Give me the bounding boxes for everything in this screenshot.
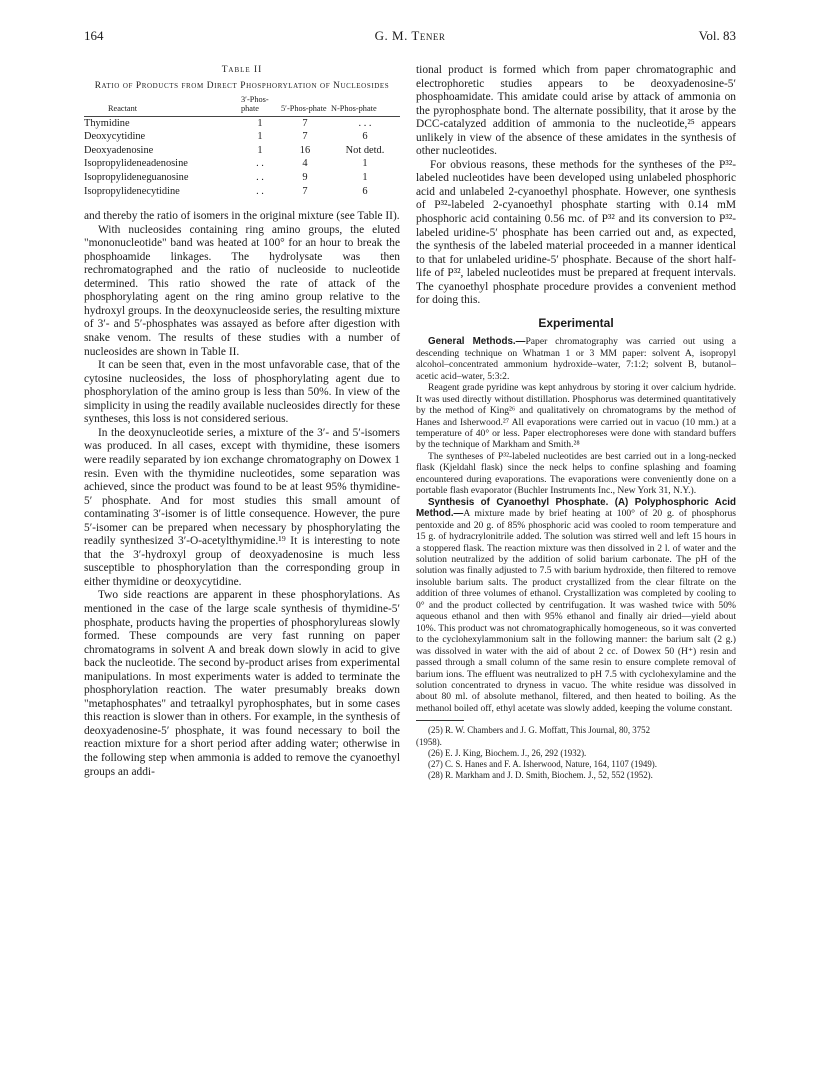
table-header-row — [84, 94, 400, 117]
table-row — [84, 171, 400, 185]
run-in-heading: General Methods.— — [428, 336, 526, 348]
table-cell: 1 — [362, 158, 368, 170]
table-cell: . . — [256, 185, 264, 197]
table-cell: 1 — [257, 131, 263, 143]
right-column — [416, 64, 736, 781]
body-paragraph: With nucleosides containing ring amino groups, the eluted "mononucleotide" band was heated at 100° for an hour to break the phosphoamide linkages. The hydrolysate was then rechromatographed and the ratio of nucleoside to nucleotide determined. This ratio showed the rate of attack of the phosphorylating agent on the ring amino group relative to the hydroxyl groups. In the deoxynucleoside series, the resulting mixture of 3′- and 5′-phosphates was assayed as before after digestion with snake venom. The results of these studies with a number of nucleosides are shown in Table II. — [84, 223, 400, 358]
body-paragraph: and thereby the ratio of isomers in the original mixture (see Table II). — [84, 210, 400, 223]
body-paragraph: For obvious reasons, these methods for the syntheses of the P³²-labeled nucleotides have been developed using unlabeled phosphoric acid and unlabeled 2-cyanoethyl phosphate. However, one synthesis of P³²-labeled 2-cyanoethyl phosphate starting with 0.14 mM phosphoric acid containing 0.56 mc. of P³² and its conversion to P³²-labeled uridine-5′ phosphate has been carried out and, as expected, the synthesis of the labeled material proceeded in a manner identical to that for unlabeled uridine-5′ phosphate. Because of the short half-life of P³², labeled nucleotides must be prepared at frequent intervals. The cyanoethyl phosphate procedure provides a convenient method for doing this. — [416, 158, 736, 307]
table-cell: Deoxycytidine — [84, 131, 146, 143]
table-cell: 16 — [299, 144, 311, 156]
running-header — [84, 28, 736, 46]
column-header: 3′-Phos-phate — [241, 94, 269, 114]
table-caption: Ratio of Products from Direct Phosphorylation of Nucleosides — [94, 80, 390, 91]
table-title: Table II — [221, 65, 263, 75]
experimental-paragraph — [416, 497, 736, 715]
table-cell: 1 — [257, 144, 263, 156]
table-cell: Deoxyadenosine — [84, 144, 154, 156]
footnote-continuation: (1958). — [416, 736, 442, 747]
table-cell: 9 — [302, 171, 308, 183]
footnote: (26) E. J. King, Biochem. J., 26, 292 (1932). — [428, 747, 587, 758]
table-ii — [84, 64, 400, 198]
page-number: 164 — [84, 28, 104, 43]
table-cell: 1 — [362, 171, 368, 183]
footnotes — [416, 725, 736, 781]
table-cell: . . — [256, 158, 264, 170]
run-in-heading: Synthesis of Cyanoethyl Phosphate. (A) Polyphosphoric Acid Method.— — [416, 496, 736, 520]
table-cell: 1 — [257, 117, 263, 129]
footnote-rule — [416, 720, 464, 721]
running-author: G. M. Tener — [374, 28, 446, 43]
table-cell: Thymidine — [84, 117, 130, 129]
body-paragraph: In the deoxynucleotide series, a mixture of the 3′- and 5′-isomers was produced. In all cases, except with thymidine, these isomers were readily separated by ion exchange chromatography on Dowex 1 resin. Even with the thymidine nucleotides, some separation was achieved, since the product was found to be at least 95% thymidine-5′ phosphate. And for most studies this small amount of contaminating 3′-isomer is of little consequence. However, the pure 5′-isomer can be prepared when necessary by phosphorylating the readily synthesized 3′-O-acetylthymidine.¹⁹ It is interesting to note that the 3′-hydroxyl group of deoxyadenosine is much less susceptible to phosphorylation than the corresponding group in either thymidine or deoxycytidine. — [84, 426, 400, 588]
body-paragraph: tional product is formed which from paper chromatographic and electrophoretic studies appears to be deoxyadenosine-5′ phosphoamidate. This amidate could arise by attack of ammonia on the pyrophosphate bond. The alternate possibility, that it arose by the DCC-catalyzed addition of ammonia to the nucleotide,²⁵ appears unlikely in view of the absence of these amidates in the synthesis of other nucleotides. — [416, 64, 736, 158]
column-header: Reactant — [108, 104, 138, 114]
table-cell: 4 — [302, 158, 308, 170]
section-heading: Experimental — [538, 315, 614, 330]
table-row — [84, 144, 400, 158]
table-cell: . . . — [358, 117, 372, 129]
table-row — [84, 185, 400, 199]
table-cell: Isopropylidenecytidine — [84, 185, 180, 197]
table-row — [84, 157, 400, 171]
table-cell: 6 — [362, 131, 368, 143]
paragraph-text: Reagent grade pyridine was kept anhydrous by storing it over calcium hydride. It was used directly without distillation. Phosphorus was determined quantitatively by the method of King²⁶ and qualitatively on chromatograms by the method of Hanes and Isherwood.²⁷ All evaporations were carried out in vacuo (10 mm.) at a temperature of 40° or less. Paper electrophoreses were done with standard buffers by the technique of Markham and Smith.²⁸ — [416, 382, 736, 451]
table-row — [84, 116, 400, 130]
body-paragraph: It can be seen that, even in the most unfavorable case, that of the cytosine nucleosides, the loss of phosphorylating agent due to phosphorylation of the amino group is less than 50%. In view of the simplicity in using the readily available nucleosides directly for these syntheses, this loss is not considered serious. — [84, 359, 401, 426]
body-paragraph: Two side reactions are apparent in these phosphorylations. As mentioned in the case of the large scale synthesis of thymidine-5′ phosphate, products having the properties of phosphorylureas slowly formed. These compounds are very fast running on paper chromatograms in solvent A and break down slowly in acid to give back the nucleotide. The second by-product arises from experimental manipulations. In most experiments water is added to terminate the phosphorylation reaction. The water presumably breaks down "metaphosphates" and tetraalkyl pyrophosphates, but in some cases this reaction is slower than in others. For example, in the synthesis of deoxyadenosine-5′ phosphate, it was found necessary to boil the reaction mixture for a short period after adding water; otherwise in the following step when ammonia is added to remove the cyanoethyl groups an addi- — [84, 589, 400, 778]
table-cell: Not detd. — [345, 144, 385, 156]
ratio-table — [84, 94, 400, 199]
table-cell: 7 — [302, 131, 308, 143]
column-header: 5′-Phos-phate — [281, 104, 327, 114]
table-row — [84, 130, 400, 144]
experimental-paragraph — [416, 382, 736, 451]
paragraph-text: Paper chromatography was carried out using a descending technique on Whatman 1 or 3 MM paper: solvent A, isopropyl alcohol–concentrated ammonium hydroxide–water, 7:1:2; solvent B, butanol–acetic acid–water, 5:3:2. — [416, 336, 736, 382]
paragraph-text: A mixture made by brief heating at 100° of 20 g. of phosphorus pentoxide and 20 g. of 85% phosphoric acid was cooled to room temperature and 15 g. of hydracrylonitrile added. The solution was stirred well and left 15 hours in a stoppered flask. The reaction mixture was then dissolved in 2 l. of water and the solution neutralized by the addition of solid barium carbonate. The pH of the solution was finally adjusted to 7.5 with barium hydroxide, then filtered to remove insoluble barium salts. The product crystallized from the clear filtrate on the addition of three volumes of ethanol. Crystallization was completed by cooling to 0° and the product collected by centrifugation. It was washed twice with 50% aqueous ethanol and then with 95% ethanol and finally air dried—yield about 10%. This product was not chromatographically homogeneous, so it was converted to the cyclohexylammonium salt in the following manner: the barium salt (2 g.) was dissolved in water with the aid of about 2 cc. of Dowex 50 (H⁺) resin and passed through a small column of the same resin to ensure complete removal of barium ions. The effluent was neutralized to pH 7.5 with cyclohexylamine and the solution concentrated to dryness in vacuo. The white residue was dissolved in about 80 ml. of absolute methanol, filtered, and then heated to boiling. As the methanol boiled off, ethyl acetate was slowly added, keeping the volume constant. — [416, 508, 736, 714]
experimental-paragraph — [416, 451, 736, 497]
table-cell: . . — [256, 171, 264, 183]
table-cell: Isopropylideneguanosine — [84, 171, 189, 183]
column-header: N-Phos-phate — [331, 104, 377, 114]
table-cell: 7 — [302, 185, 308, 197]
table-cell: 6 — [362, 185, 368, 197]
volume-number: Vol. 83 — [698, 28, 736, 43]
left-column — [84, 64, 400, 779]
table-cell: Isopropylideneadenosine — [84, 158, 188, 170]
paragraph-text: The syntheses of P³²-labeled nucleotides are best carried out in a long-necked flask (Kjeldahl flask) since the neck helps to confine splashing and foaming encountered during evaporations. The evaporations were conveniently done on a portable flash evaporator (Buchler Instruments Inc., New York 31, N.Y.). — [416, 450, 736, 497]
footnote: (27) C. S. Hanes and F. A. Isherwood, Nature, 164, 1107 (1949). — [428, 758, 657, 769]
experimental-section — [416, 336, 736, 714]
experimental-paragraph — [416, 336, 736, 382]
table-cell: 7 — [302, 117, 308, 129]
footnote: (28) R. Markham and J. D. Smith, Biochem. J., 52, 552 (1952). — [428, 770, 653, 781]
footnote: (25) R. W. Chambers and J. G. Moffatt, This Journal, 80, 3752 — [428, 725, 651, 736]
